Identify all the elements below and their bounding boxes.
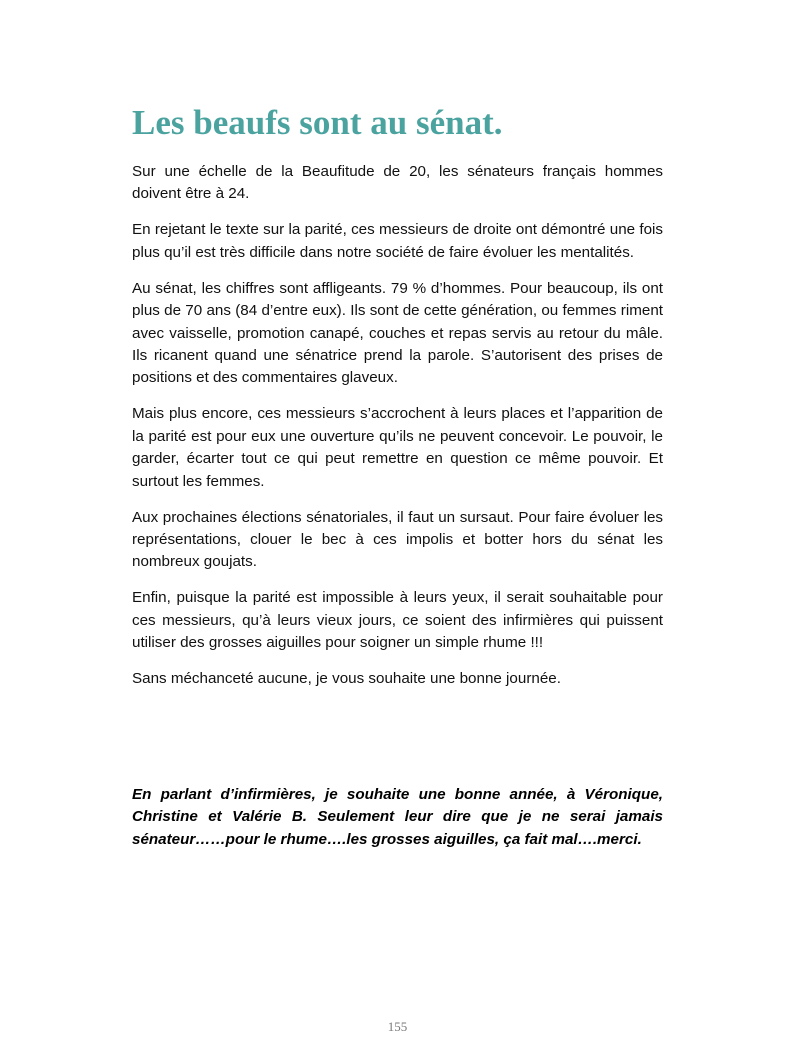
closing-paragraph: En parlant d’infirmières, je souhaite une bonne année, à Véronique, Christine et Valérie B. Seulement leur dire que je ne serai jamais sénateur……pour le rhume….les grosses aiguilles, ça fait mal….merci. bbox=[132, 786, 663, 848]
paragraph: Enfin, puisque la parité est impossible à leurs yeux, il serait souhaitable pour ces messieurs, qu’à leurs vieux jours, ce soient des infirmières qui puissent utiliser des grosses aiguilles pour soigner un simple rhume !!! bbox=[132, 589, 663, 652]
paragraph: Sur une échelle de la Beaufitude de 20, les sénateurs français hommes doivent être à 24. bbox=[132, 163, 663, 203]
paragraph: Sans méchanceté aucune, je vous souhaite une bonne journée. bbox=[132, 670, 561, 688]
article-body bbox=[132, 161, 663, 704]
paragraph: Au sénat, les chiffres sont affligeants. 79 % d’hommes. Pour beaucoup, ils ont plus de 70 ans (84 d’entre eux). Ils sont de cette génération, ou femmes riment avec vaisselle, promotion canapé, couches et repas servis au retour du mâle. Ils ricanent quand une sénatrice prend la parole. S’autorisent des prises de positions et des commentaires glaveux. bbox=[132, 279, 663, 387]
paragraph: Mais plus encore, ces messieurs s’accrochent à leurs places et l’apparition de la parité est pour eux une ouverture qu’ils ne peuvent concevoir. Le pouvoir, le garder, écarter tout ce qui peut remettre en question ce même pouvoir. Et surtout les femmes. bbox=[132, 405, 663, 490]
paragraph: En rejetant le texte sur la parité, ces messieurs de droite ont démontré une fois plus qu’il est très difficile dans notre société de faire évoluer les mentalités. bbox=[132, 221, 663, 261]
paragraph: Aux prochaines élections sénatoriales, il faut un sursaut. Pour faire évoluer les représentations, clouer le bec à ces impolis et botter hors du sénat les nombreux goujats. bbox=[132, 508, 663, 571]
page-title: Les beaufs sont au sénat. bbox=[132, 103, 503, 142]
page-number: 155 bbox=[387, 1019, 408, 1034]
